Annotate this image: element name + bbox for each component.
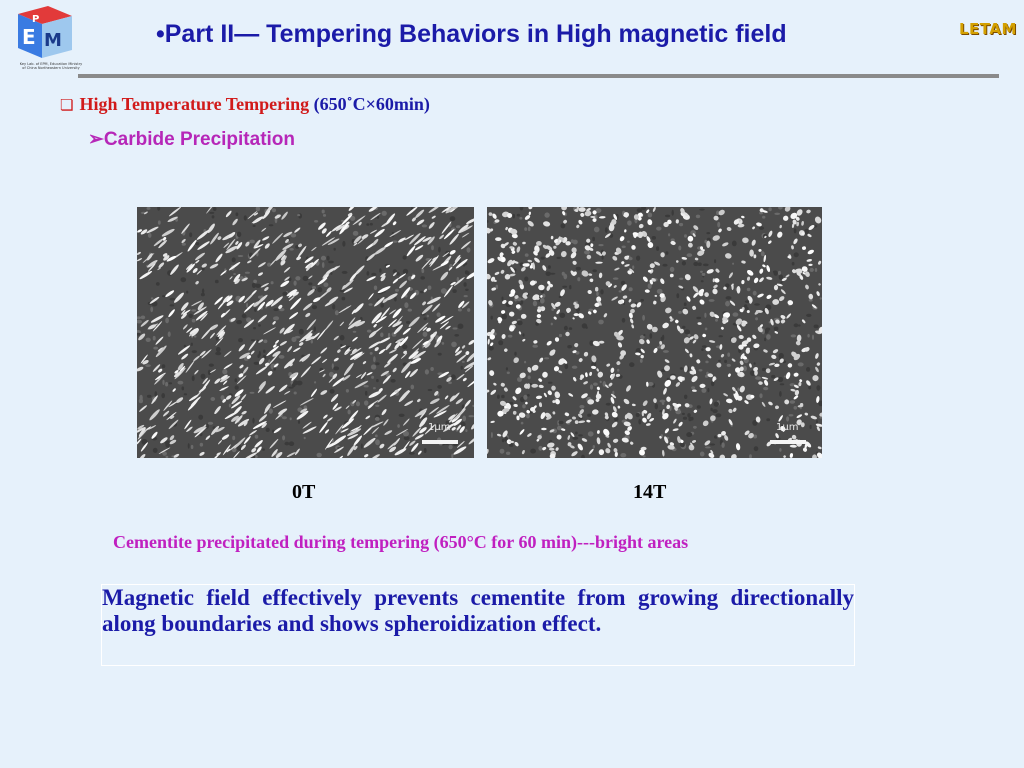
figure-label-0t: 0T xyxy=(292,481,316,503)
sub-heading: ➢Carbide Precipitation xyxy=(88,129,296,150)
section-heading xyxy=(60,94,430,115)
scale-bar-line xyxy=(422,440,458,444)
scale-bar-label: 1μm xyxy=(428,422,451,433)
scale-bar xyxy=(422,422,460,448)
brand-logo: LETAM xyxy=(959,20,1017,38)
svg-text:E: E xyxy=(22,25,36,49)
header-divider xyxy=(78,74,999,78)
conclusion-text: Magnetic field effectively prevents cementite from growing directionally along boundaries and shows spheroidization effect. xyxy=(101,584,855,666)
micrograph-14t-image xyxy=(487,207,822,458)
figure-caption: Cementite precipitated during tempering (650°C for 60 min)---bright areas xyxy=(113,532,689,552)
scale-bar-label: 1μm xyxy=(776,422,799,433)
logo-caption: Key Lab. of EPM, Education Ministry of China Northeastern University xyxy=(19,62,83,70)
figure-label-14t: 14T xyxy=(633,481,667,503)
micrograph-14t xyxy=(487,207,822,458)
epm-logo-icon xyxy=(8,4,78,62)
page-title: •Part II— Tempering Behaviors in High magnetic field xyxy=(156,20,787,48)
university-logo xyxy=(8,4,83,70)
section-heading-conditions: (650˚C×60min) xyxy=(309,94,430,114)
svg-text:P: P xyxy=(32,14,40,25)
micrograph-0t xyxy=(137,207,474,458)
svg-text:M: M xyxy=(44,30,62,51)
scale-bar xyxy=(770,422,808,448)
section-heading-main: High Temperature Tempering xyxy=(79,94,310,114)
micrograph-0t-image xyxy=(137,207,474,458)
checkbox-bullet-icon: ❏ xyxy=(60,96,74,114)
scale-bar-line xyxy=(770,440,806,444)
